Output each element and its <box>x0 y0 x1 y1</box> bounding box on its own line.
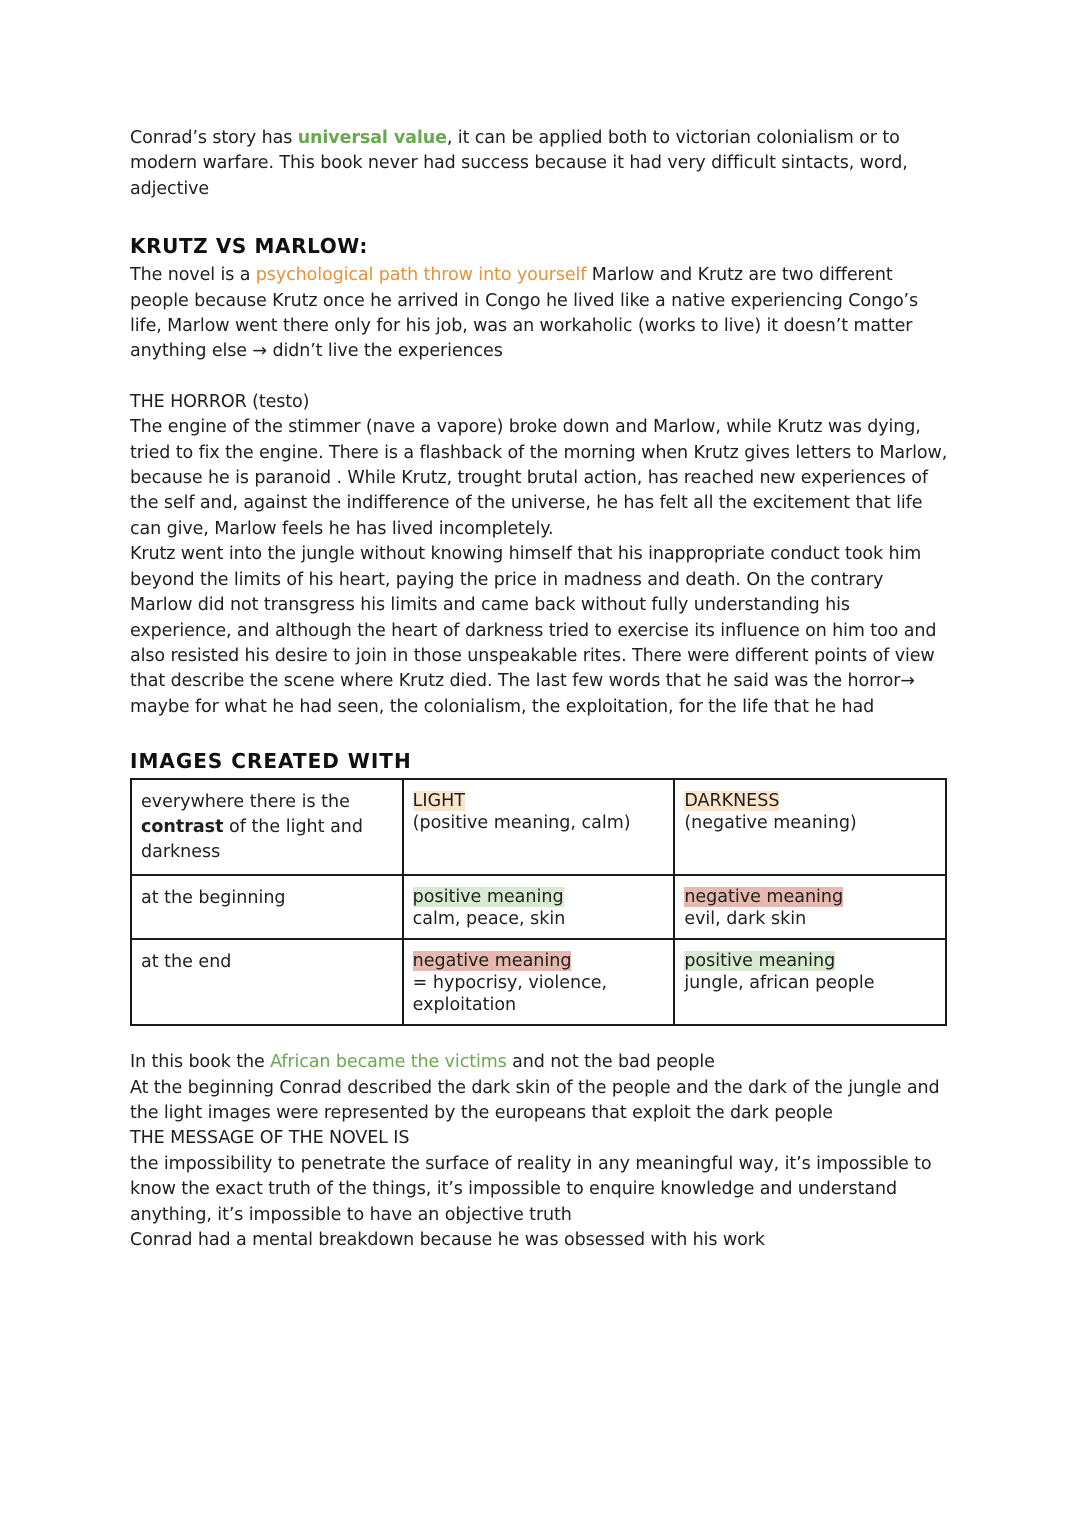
universal-value-highlight: universal value <box>297 128 447 148</box>
table-cell: at the beginning <box>131 875 403 939</box>
table-cell: everywhere there is the contrast of the light and darkness <box>131 779 403 875</box>
closing-paragraph-5: Conrad had a mental breakdown because he was obsessed with his work <box>130 1229 765 1250</box>
table-row <box>131 875 946 939</box>
horror-paragraph-2: Krutz went into the jungle without knowing himself that his inappropriate conduct took him beyond the limits of his heart, paying the price in madness and death. On the contrary Marlow did not transgress his limits and came back without fully understanding his experience, and although the heart of darkness tried to exercise its influence on him too and also resisted his desire to join in those unspeakable rites. There were different points of view that describe the scene where Krutz died. The last few words that he said was the horror→ maybe for what he had seen, the colonialism, the exploitation, for the life that he had <box>130 544 937 717</box>
light-darkness-table <box>130 778 947 1026</box>
krutz-text: The novel is a <box>130 265 256 286</box>
horror-title: THE HORROR (testo) <box>130 391 310 412</box>
krutz-paragraph <box>130 263 950 365</box>
table-row <box>131 939 946 1025</box>
intro-text-rest: , it can be applied both to victorian colonialism or to modern warfare. This book never had success because it had very difficult sintacts, word, adjective <box>130 128 908 199</box>
table-cell: negative meaning evil, dark skin <box>674 875 946 939</box>
intro-paragraph <box>130 126 950 202</box>
table-cell: LIGHT (positive meaning, calm) <box>403 779 675 875</box>
african-victims-highlight: African became the victims <box>270 1052 507 1073</box>
table-cell: positive meaning jungle, african people <box>674 939 946 1025</box>
table-cell: negative meaning = hypocrisy, violence, exploitation <box>403 939 675 1025</box>
psychological-path-highlight: psychological path throw into yourself <box>255 265 587 286</box>
table-cell: at the end <box>131 939 403 1025</box>
darkness-label: DARKNESS <box>684 791 780 812</box>
message-title: THE MESSAGE OF THE NOVEL IS <box>130 1128 410 1149</box>
table-cell: positive meaning calm, peace, skin <box>403 875 675 939</box>
horror-paragraph-1: The engine of the stimmer (nave a vapore) broke down and Marlow, while Krutz was dying, tried to fix the engine. There is a flashback of the morning when Krutz gives letters to Marlow, because he is paranoid . While Krutz, trought brutal action, has reached new experiences of the self and, against the indifference of the universe, he has felt all the excitement that life can give, Marlow feels he has lived incompletely. <box>130 417 948 539</box>
closing-paragraph-2: At the beginning Conrad described the dark skin of the people and the dark of the jungle and the light images were represented by the europeans that exploit the dark people <box>130 1077 940 1123</box>
krutz-vs-marlow-heading: KRUTZ VS MARLOW: <box>130 234 368 259</box>
document-page <box>130 126 950 1253</box>
images-created-heading: IMAGES CREATED WITH <box>130 749 412 774</box>
krutz-text-rest: Marlow and Krutz are two different people because Krutz once he arrived in Congo he lived like a native experiencing Congo’s life, Marlow went there only for his job, was an workaholic (works to live) it doesn’t matter anything else → didn’t live the experiences <box>130 265 919 362</box>
intro-text: Conrad’s story has <box>130 128 298 148</box>
closing-line-1: In this book the African became the victims and not the bad people <box>130 1052 715 1073</box>
closing-paragraph-4: the impossibility to penetrate the surface of reality in any meaningful way, it’s impossible to know the exact truth of the things, it’s impossible to enquire knowledge and understand anything, it’s impossible to have an objective truth <box>130 1153 932 1225</box>
light-label: LIGHT <box>412 791 465 812</box>
contrast-bold: contrast <box>141 817 224 838</box>
table-cell: DARKNESS (negative meaning) <box>674 779 946 875</box>
table-row <box>131 779 946 875</box>
